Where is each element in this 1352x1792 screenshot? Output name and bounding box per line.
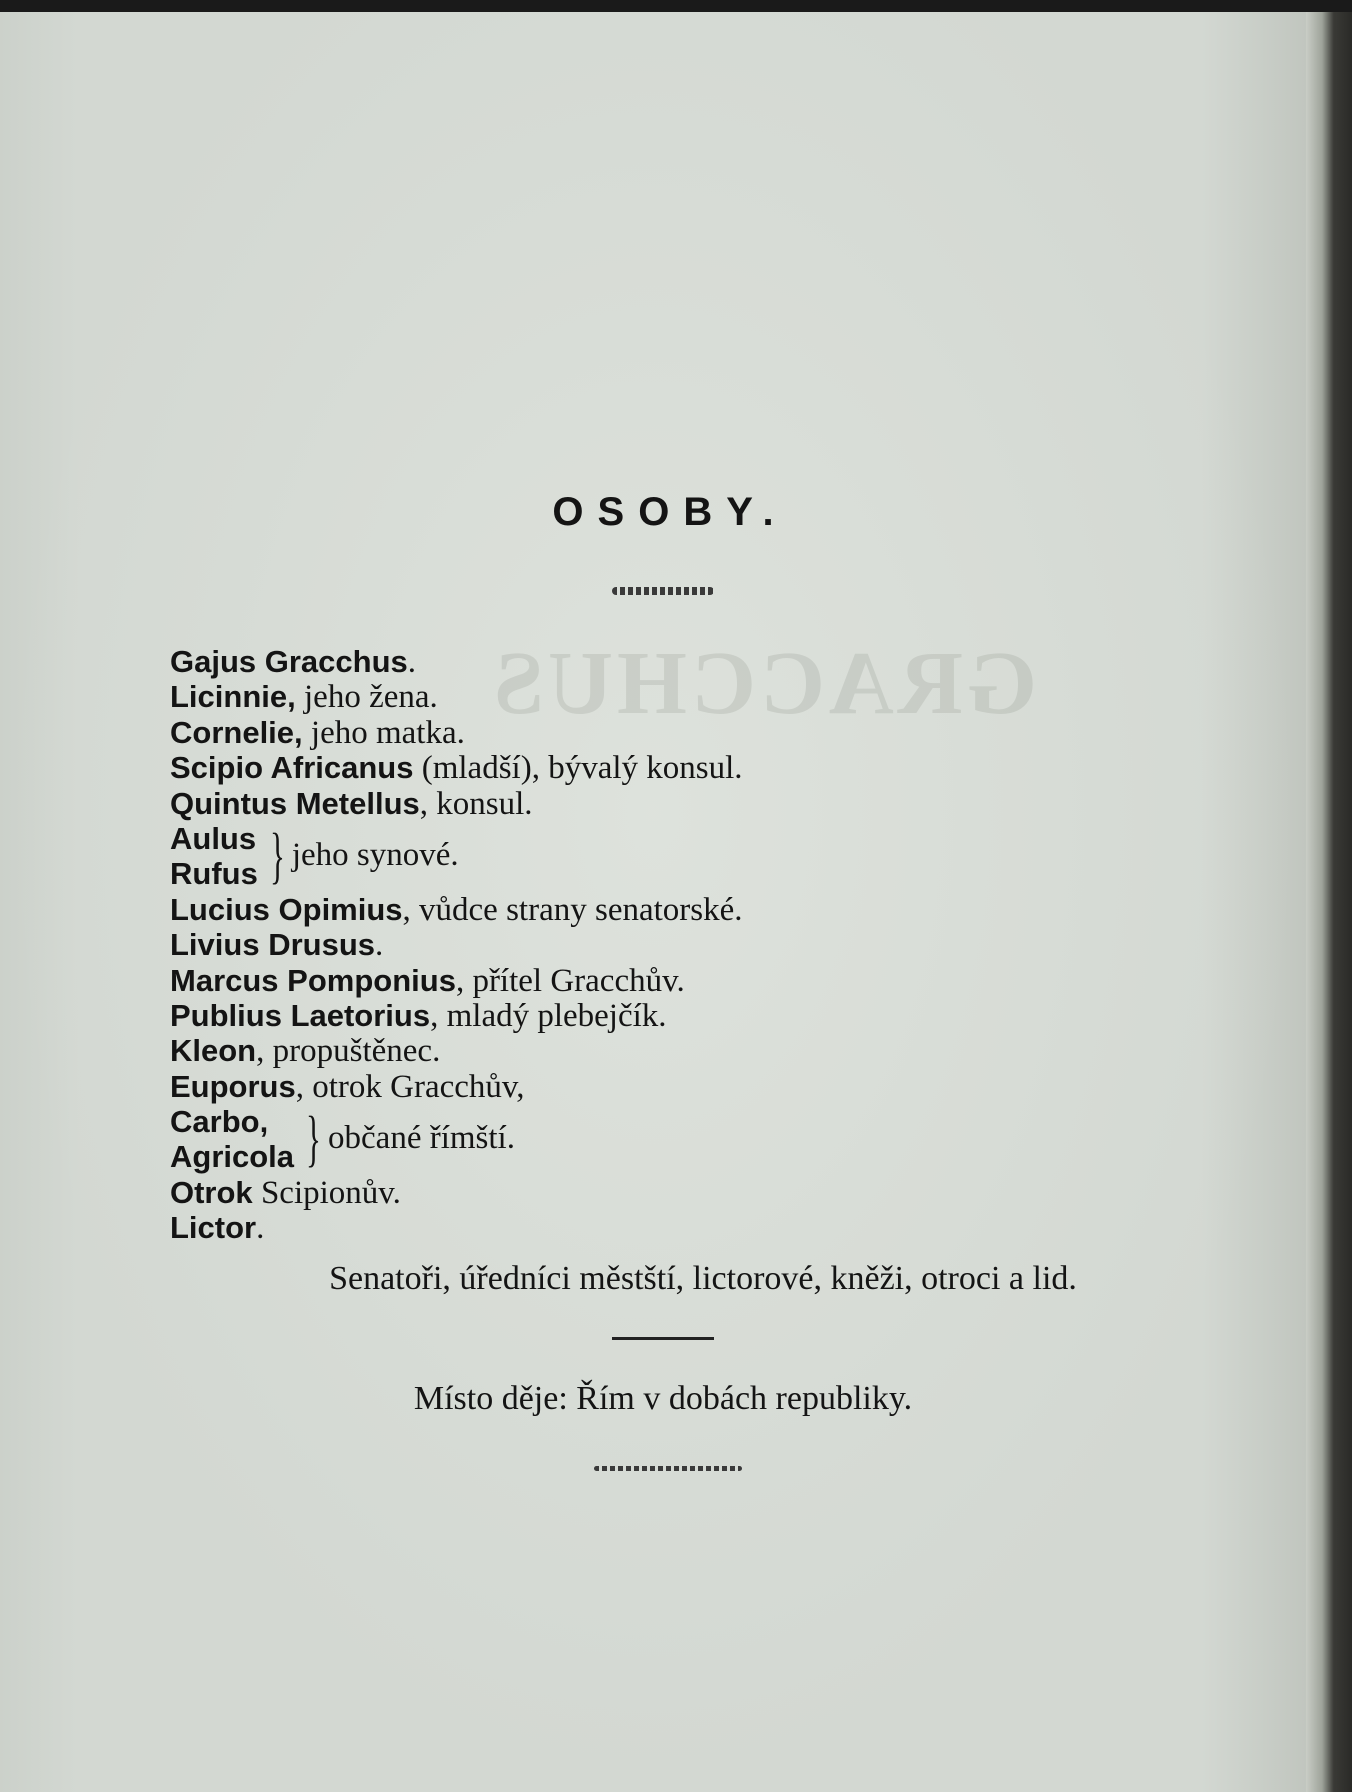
cast-entry	[170, 963, 1070, 998]
cast-group-desc: občané římští.	[328, 1120, 515, 1157]
cast-description: .	[256, 1210, 265, 1247]
cast-group	[170, 1104, 1070, 1175]
cast-entry	[170, 679, 1070, 714]
cast-description: jeho matka.	[302, 714, 465, 751]
cast-entry	[170, 1069, 1070, 1104]
cast-name: Cornelie,	[170, 714, 303, 750]
cast-description: , mladý plebejčík.	[430, 997, 667, 1034]
cast-description: , konsul.	[419, 785, 533, 822]
cast-name: Otrok	[170, 1174, 253, 1210]
cast-entry	[170, 1210, 1070, 1245]
cast-entry	[170, 1175, 1070, 1210]
wavy-ornament-top	[612, 587, 714, 595]
cast-entry	[170, 786, 1070, 821]
cast-description: jeho žena.	[295, 679, 438, 716]
cast-group-names	[170, 821, 258, 892]
cast-entry	[170, 998, 1070, 1033]
cast-name: Lictor	[170, 1210, 257, 1246]
cast-description: (mladší), bývalý konsul.	[413, 750, 743, 787]
cast-name: Aulus	[170, 820, 257, 856]
cast-description: , přítel Gracchův.	[455, 962, 685, 999]
wavy-ornament-bottom	[594, 1466, 742, 1471]
cast-name: Marcus Pomponius	[170, 962, 456, 998]
cast-description: , vůdce strany senatorské.	[402, 891, 743, 928]
cast-description: , otrok Gracchův,	[295, 1068, 525, 1105]
cast-entry	[170, 1033, 1070, 1068]
cast-description: .	[375, 927, 384, 964]
cast-name: Euporus	[170, 1068, 296, 1104]
cast-name: Scipio Africanus	[170, 750, 414, 786]
cast-entry	[170, 927, 1070, 962]
book-spine-shadow	[1306, 12, 1352, 1792]
cast-name: Kleon	[170, 1033, 257, 1069]
cast-list	[170, 644, 1070, 1246]
cast-entry	[170, 750, 1070, 785]
cast-group	[170, 821, 1070, 892]
cast-name: Licinnie,	[170, 679, 296, 715]
cast-name: Publius Laetorius	[170, 997, 431, 1033]
cast-name: Livius Drusus	[170, 927, 375, 963]
cast-name: Agricola	[170, 1139, 295, 1175]
cast-entry	[170, 715, 1070, 750]
cast-name: Rufus	[170, 856, 258, 892]
cast-entry	[170, 644, 1070, 679]
extras-line: Senatoři, úředníci městští, lictorové, kněži, otroci a lid.	[329, 1260, 1077, 1297]
cast-name: Carbo,	[170, 1104, 269, 1140]
cast-entry	[170, 892, 1070, 927]
cast-group-names	[170, 1104, 294, 1175]
cast-name: Lucius Opimius	[170, 891, 403, 927]
cast-group-desc: jeho synové.	[291, 836, 459, 873]
page-title: OSOBY.	[552, 490, 788, 534]
bleed-through-text: GRACCHUS	[490, 634, 1038, 733]
brace-icon: }	[306, 1105, 321, 1174]
cast-name: Quintus Metellus	[170, 785, 420, 821]
setting-line: Místo děje: Řím v dobách republiky.	[413, 1380, 913, 1417]
book-page	[0, 12, 1306, 1792]
cast-name: Gajus Gracchus	[170, 644, 408, 679]
cast-description: , propuštěnec.	[256, 1033, 441, 1070]
cast-description: Scipionův.	[252, 1174, 401, 1211]
divider-rule	[612, 1337, 714, 1340]
brace-icon: }	[269, 821, 285, 890]
cast-description: .	[407, 644, 417, 680]
